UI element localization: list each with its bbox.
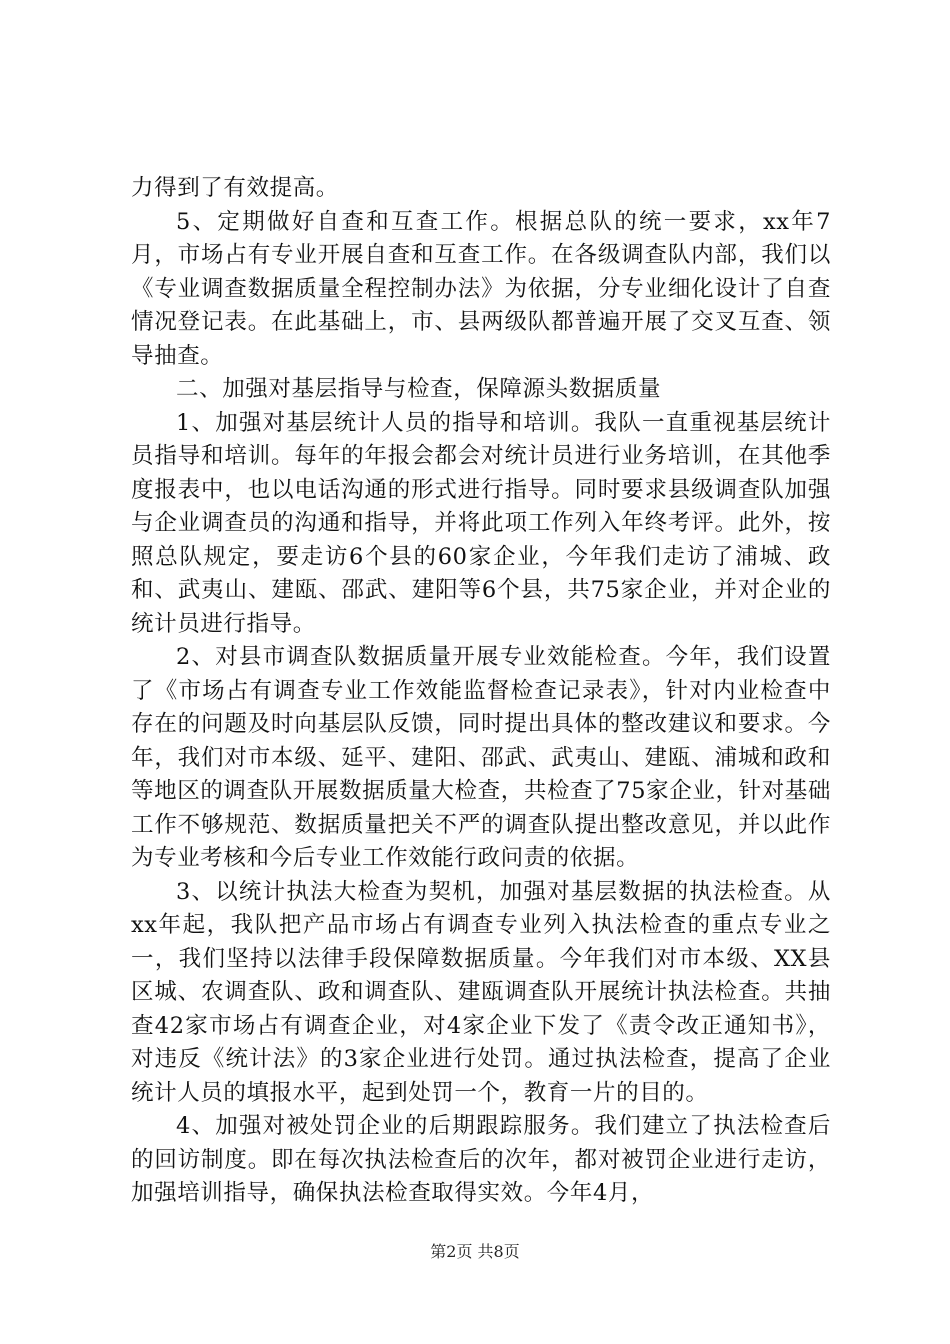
paragraph-law-enforcement: 3、以统计执法大检查为契机，加强对基层数据的执法检查。从xx年起，我队把产品市场占有调查专业列入执法检查的重点专业之一，我们坚持以法律手段保障数据质量。今年我们对市本级、XX县区城、农调查队、政和调查队、建瓯调查队开展统计执法检查。共抽查42家市场占有调查企业，对4家企业下发了《责令改正通知书》，对违反《统计法》的3家企业进行处罚。通过执法检查，提高了企业统计人员的填报水平，起到处罚一个，教育一片的目的。 — [131, 878, 831, 1106]
document-body — [131, 172, 831, 1211]
section-heading-two: 二、加强对基层指导与检查，保障源头数据质量 — [176, 376, 662, 402]
paragraph-continuation: 力得到了有效提高。 — [131, 175, 339, 201]
paragraph-follow-up: 4、加强对被处罚企业的后期跟踪服务。我们建立了执法检查后的回访制度。即在每次执法检查后的次年，都对被罚企业进行走访，加强培训指导，确保执法检查取得实效。今年4月， — [131, 1113, 831, 1206]
paragraph-efficiency-check: 2、对县市调查队数据质量开展专业效能检查。今年，我们设置了《市场占有调查专业工作效能监督检查记录表》，针对内业检查中存在的问题及时向基层队反馈，同时提出具体的整改建议和要求。今年，我们对市本级、延平、建阳、邵武、武夷山、建瓯、浦城和政和等地区的调查队开展数据质量大检查，共检查了75家企业，针对基础工作不够规范、数据质量把关不严的调查队提出整改意见，并以此作为专业考核和今后专业工作效能行政问责的依据。 — [131, 644, 831, 871]
paragraph-self-check: 5、定期做好自查和互查工作。根据总队的统一要求，xx年7月，市场占有专业开展自查和互查工作。在各级调查队内部，我们以《专业调查数据质量全程控制办法》为依据，分专业细化设计了自查情况登记表。在此基础上，市、县两级队都普遍开展了交叉互查、领导抽查。 — [131, 208, 831, 369]
paragraph-training: 1、加强对基层统计人员的指导和培训。我队一直重视基层统计员指导和培训。每年的年报会都会对统计员进行业务培训，在其他季度报表中，也以电话沟通的形式进行指导。同时要求县级调查队加强与企业调查员的沟通和指导，并将此项工作列入年终考评。此外，按照总队规定，要走访6个县的60家企业，今年我们走访了浦城、政和、武夷山、建瓯、邵武、建阳等6个县，共75家企业，并对企业的统计员进行指导。 — [131, 409, 831, 637]
page-number-footer: 第2页 共8页 — [430, 1242, 520, 1261]
